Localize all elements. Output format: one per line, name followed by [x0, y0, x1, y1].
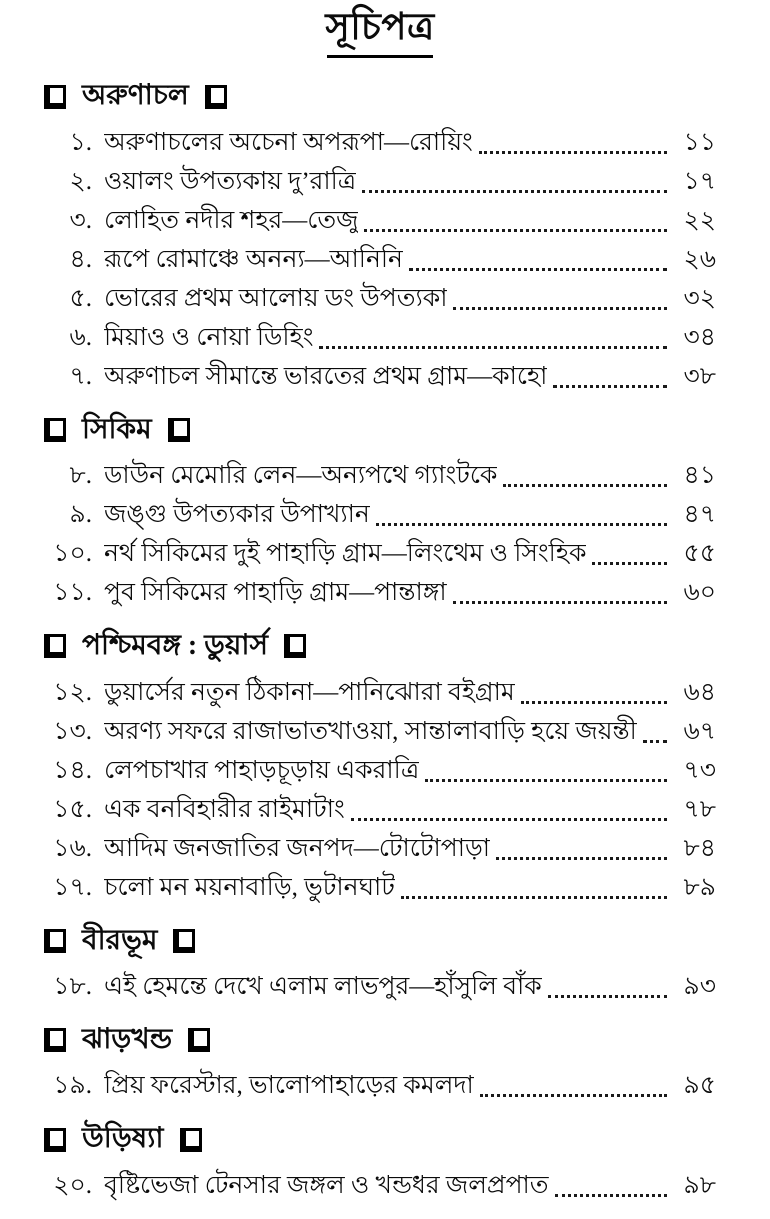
square-bullet-icon [188, 1028, 210, 1052]
toc-entry [44, 573, 716, 612]
page-title: সূচিপত্র [325, 7, 435, 48]
entry-number: ৯. [69, 501, 92, 529]
entry-number: ৫. [69, 284, 92, 312]
toc-entry [44, 240, 716, 279]
entry-title: অরণ্য সফরে রাজাভাতখাওয়া, সান্তালাবাড়ি হয়ে জয়ন্তী [104, 717, 637, 745]
square-bullet-icon [44, 929, 66, 953]
section-name: উড়িষ্যা [82, 1123, 164, 1155]
entry-title: জঙ্গু উপত্যকার উপাখ্যান [104, 501, 370, 529]
toc-section [44, 412, 716, 612]
dotted-leader [453, 279, 667, 310]
dotted-leader [401, 868, 667, 899]
toc-entry [44, 162, 716, 201]
section-entries [44, 456, 716, 612]
entry-title: ভোরের প্রথম আলোয় ডং উপত্যকা [104, 284, 448, 312]
section-entries [44, 1066, 716, 1105]
entry-page-number: ৮৯ [683, 873, 716, 901]
dotted-leader [503, 456, 667, 487]
section-header [44, 628, 716, 664]
toc-entry [44, 1066, 716, 1105]
entry-number: ১৪. [53, 756, 92, 784]
entry-number: ১৯. [53, 1072, 92, 1100]
entry-page-number: ৬৭ [683, 717, 716, 745]
entry-title: ওয়ালং উপত্যকায় দু’রাত্রি [104, 167, 357, 195]
entry-page-number: ৪১ [683, 462, 716, 490]
entry-page-number: ৩৪ [683, 323, 716, 351]
entry-number: ৪. [69, 245, 92, 273]
dotted-leader [479, 123, 667, 154]
toc-entry [44, 751, 716, 790]
section-name: বীরভূম [82, 924, 158, 956]
dotted-leader [453, 573, 667, 604]
section-header [44, 923, 716, 959]
entry-number: ১৩. [53, 717, 92, 745]
dotted-leader [555, 1166, 667, 1197]
dotted-leader [425, 751, 667, 782]
dotted-leader [364, 201, 667, 232]
section-name: সিকিম [82, 413, 152, 445]
toc-entry [44, 829, 716, 868]
dotted-leader [553, 357, 667, 388]
entry-number: ৮. [69, 462, 92, 490]
square-bullet-icon [168, 418, 190, 442]
square-bullet-icon [44, 1128, 66, 1152]
toc-entry [44, 534, 716, 573]
entry-title: লোহিত নদীর শহর—তেজু [104, 206, 359, 234]
dotted-leader [409, 240, 667, 271]
entry-number: ১. [69, 128, 92, 156]
dotted-leader [362, 162, 667, 193]
entry-title: নর্থ সিকিমের দুই পাহাড়ি গ্রাম—লিংথেম ও সিংহিক [104, 540, 587, 568]
toc-entry [44, 673, 716, 712]
toc-entry [44, 201, 716, 240]
entry-title: অরুণাচলের অচেনা অপরূপা—রোয়িং [104, 128, 473, 156]
section-entries [44, 1166, 716, 1205]
entry-page-number: ১১ [683, 128, 716, 156]
entry-title: মিয়াও ও নোয়া ডিহিং [104, 323, 314, 351]
square-bullet-icon [284, 634, 306, 658]
entry-number: ১৮. [53, 972, 92, 1000]
entry-title: চলো মন ময়নাবাড়ি, ভুটানঘাট [104, 873, 395, 901]
entry-title: প্রিয় ফরেস্টার, ভালোপাহাড়ের কমলদা [104, 1072, 474, 1100]
section-header [44, 78, 716, 114]
square-bullet-icon [44, 1028, 66, 1052]
toc-entry [44, 967, 716, 1006]
toc-entry [44, 712, 716, 751]
dotted-leader [319, 318, 667, 349]
entry-title: পুব সিকিমের পাহাড়ি গ্রাম—পান্তাঙ্গা [104, 579, 447, 607]
section-header [44, 1022, 716, 1058]
entry-title: ডুয়ার্সের নতুন ঠিকানা—পানিঝোরা বইগ্রাম [104, 678, 515, 706]
toc-entry [44, 1166, 716, 1205]
entry-title: এক বনবিহারীর রাইমাটাং [104, 795, 345, 823]
entry-number: ১১. [53, 579, 92, 607]
dotted-leader [592, 534, 667, 565]
entry-page-number: ৩২ [683, 284, 716, 312]
dotted-leader [351, 790, 667, 821]
entry-number: ১০. [53, 540, 92, 568]
entry-number: ৩. [69, 206, 92, 234]
square-bullet-icon [44, 634, 66, 658]
title-underline [327, 55, 433, 58]
toc-entry [44, 123, 716, 162]
entry-number: ১৭. [53, 873, 92, 901]
dotted-leader [496, 829, 667, 860]
toc-entry [44, 495, 716, 534]
entry-title: রূপে রোমাঞ্চে অনন্য—আনিনি [104, 245, 403, 273]
toc-sections [44, 78, 716, 1204]
entry-number: ৬. [69, 323, 92, 351]
toc-entry [44, 357, 716, 396]
entry-number: ২. [69, 167, 92, 195]
entry-page-number: ৫৫ [683, 540, 716, 568]
section-entries [44, 123, 716, 396]
entry-number: ১৬. [53, 834, 92, 862]
section-name: অরুণাচল [82, 80, 189, 112]
entry-page-number: ৪৭ [683, 501, 716, 529]
entry-page-number: ৮৪ [683, 834, 716, 862]
section-name: পশ্চিমবঙ্গ : ডুয়ার্স [82, 630, 268, 662]
entry-page-number: ৯৫ [683, 1072, 716, 1100]
entry-number: ৭. [69, 362, 92, 390]
entry-page-number: ২২ [683, 206, 716, 234]
entry-page-number: ৭৮ [683, 795, 716, 823]
entry-page-number: ২৬ [683, 245, 716, 273]
section-entries [44, 967, 716, 1006]
square-bullet-icon [44, 85, 66, 109]
section-name: ঝাড়খন্ড [82, 1023, 173, 1055]
dotted-leader [521, 673, 667, 704]
dotted-leader [376, 495, 667, 526]
entry-title: আদিম জনজাতির জনপদ—টোটোপাড়া [104, 834, 491, 862]
square-bullet-icon [44, 418, 66, 442]
entry-page-number: ১৭ [683, 167, 716, 195]
toc-section [44, 78, 716, 395]
entry-page-number: ৬৪ [683, 678, 716, 706]
entry-title: ডাউন মেমোরি লেন—অন্যপথে গ্যাংটকে [104, 462, 498, 490]
toc-entry [44, 868, 716, 907]
dotted-leader [643, 712, 667, 743]
section-header [44, 1121, 716, 1157]
toc-section [44, 628, 716, 906]
entry-number: ২০. [53, 1171, 92, 1199]
entry-page-number: ৬০ [683, 579, 716, 607]
entry-page-number: ৩৮ [683, 362, 716, 390]
square-bullet-icon [173, 929, 195, 953]
toc-section [44, 923, 716, 1006]
square-bullet-icon [205, 85, 227, 109]
entry-page-number: ৭৩ [683, 756, 716, 784]
entry-page-number: ৯৮ [683, 1171, 716, 1199]
entry-title: অরুণাচল সীমান্তে ভারতের প্রথম গ্রাম—কাহো [104, 362, 548, 390]
section-header [44, 412, 716, 448]
entry-number: ১২. [53, 678, 92, 706]
entry-title: এই হেমন্তে দেখে এলাম লাভপুর—হাঁসুলি বাঁক [104, 972, 542, 1000]
toc-section [44, 1022, 716, 1105]
toc-entry [44, 279, 716, 318]
toc-entry [44, 456, 716, 495]
toc-entry [44, 790, 716, 829]
dotted-leader [548, 967, 667, 998]
page-title-block [44, 6, 716, 58]
section-entries [44, 673, 716, 907]
entry-number: ১৫. [53, 795, 92, 823]
entry-title: বৃষ্টিভেজা টেনসার জঙ্গল ও খন্ডধর জলপ্রপাত [104, 1171, 549, 1199]
toc-entry [44, 318, 716, 357]
toc-section [44, 1121, 716, 1204]
entry-title: লেপচাখার পাহাড়চূড়ায় একরাত্রি [104, 756, 420, 784]
dotted-leader [480, 1066, 667, 1097]
square-bullet-icon [180, 1128, 202, 1152]
entry-page-number: ৯৩ [683, 972, 716, 1000]
